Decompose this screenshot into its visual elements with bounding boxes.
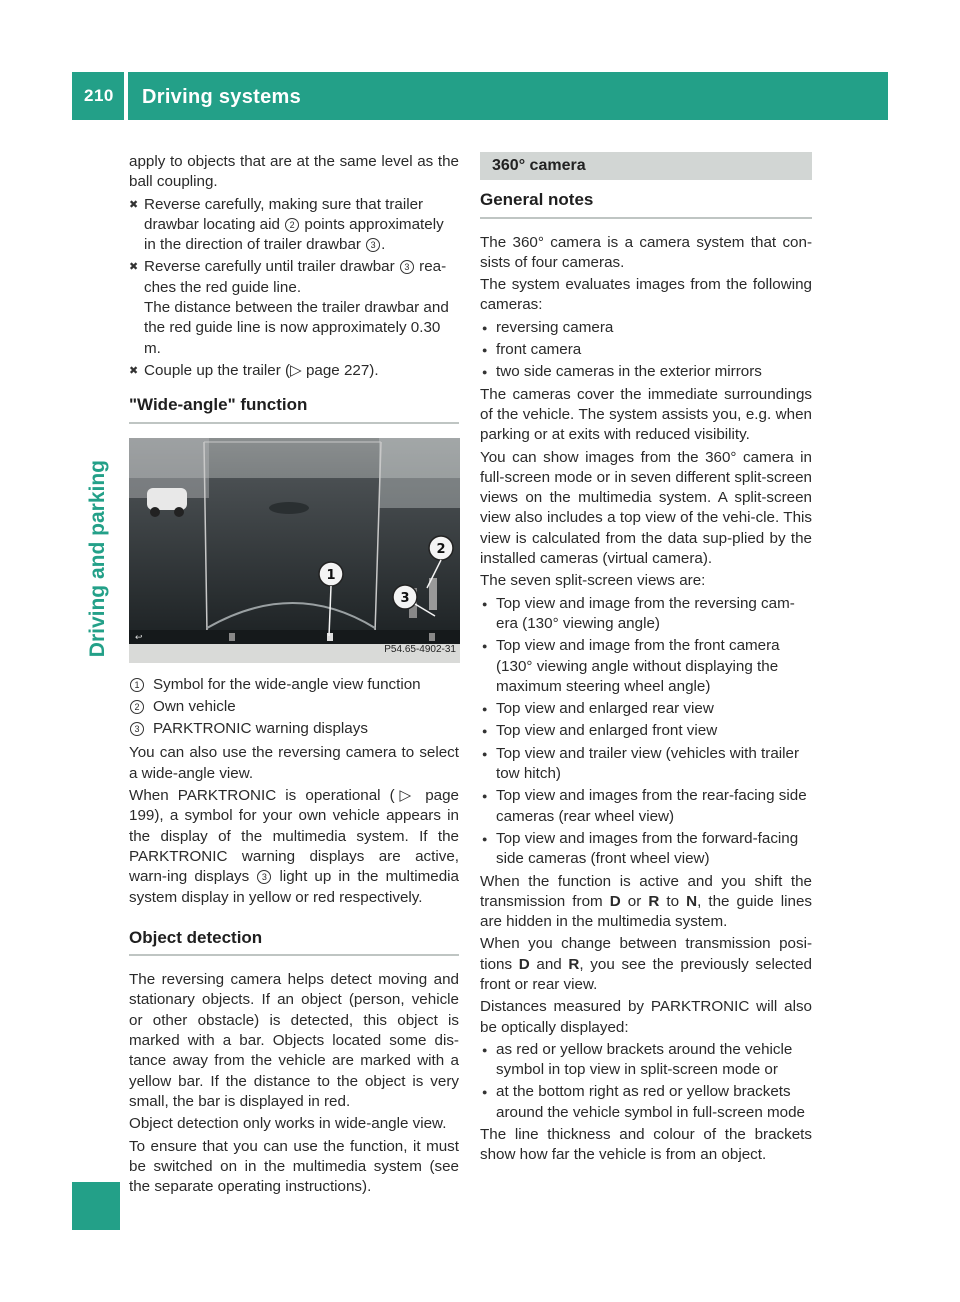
body-text: The system evaluates images from the following cameras: (480, 276, 812, 314)
side-tab-marker (72, 1182, 120, 1230)
step-text: rea-ches the red guide line. (144, 258, 447, 296)
list-item: ● Top view and trailer view (vehicles with trailer tow hitch) (480, 744, 812, 785)
body-text-part: When the function is active and you shift the transmission from (480, 872, 812, 910)
step-text: points approximately in the direction of trailer drawbar (144, 215, 444, 254)
legend-text: PARKTRONIC warning displays (153, 720, 368, 738)
body-text (129, 786, 459, 908)
legend-text: Symbol for the wide-angle view function (153, 675, 421, 693)
image-callout-1: 1 (326, 567, 336, 583)
step-text: . (381, 236, 386, 254)
list-item: ● Top view and images from the rear-facing side cameras (rear wheel view) (480, 786, 812, 827)
gear-r: R (568, 955, 580, 973)
header-divider (124, 72, 128, 120)
list-item: ● Top view and images from the forward-facing side cameras (front wheel view) (480, 829, 812, 870)
callout-3: 3 (366, 238, 380, 252)
page-title: Driving systems (142, 86, 302, 108)
callout-3: 3 (130, 722, 144, 736)
camera-view-illustration (129, 438, 460, 663)
body-text: The cameras cover the immediate surroundings of the vehicle. The system assists you, e.g. when parking or at exits with reduced visibility. (480, 385, 812, 444)
section-banner-360-camera: 360° camera (480, 152, 812, 180)
section-heading-wide-angle: "Wide-angle" function (129, 395, 459, 423)
list-item: ● reversing camera (480, 318, 812, 338)
list-item: ● Top view and enlarged front view (480, 721, 812, 741)
gear-r: R (648, 892, 660, 910)
callout-2: 2 (285, 218, 299, 232)
body-text: Object detection only works in wide-angle view. (129, 1115, 447, 1133)
step-item (129, 257, 459, 358)
step-item (129, 361, 459, 381)
image-callout-3: 3 (400, 590, 410, 606)
legend-item (129, 675, 459, 695)
list-item: ● two side cameras in the exterior mirrors (480, 362, 812, 382)
body-text-part: to (659, 892, 687, 910)
body-text (480, 934, 812, 995)
body-text-part: , the guide lines are hidden in the multimedia system. (480, 892, 813, 931)
body-text: The seven split-screen views are: (480, 572, 706, 590)
page-number: 210 (84, 86, 114, 105)
image-reference: P54.65-4902-31 (384, 644, 456, 656)
callout-3: 3 (257, 870, 271, 884)
body-text: The reversing camera helps detect moving and stationary objects. If an object (person, vehicle or other obstacle) is detected, this object is marked with a bar. Objects located some dis-tance away from the vehicle are marked with a yellow bar. If the distance to the object is very small, the bar is displayed in red. (129, 971, 459, 1110)
step-text: Couple up the trailer (▷ page 227). (144, 361, 379, 379)
body-text-part: or (620, 892, 649, 910)
section-heading-general-notes: General notes (480, 190, 812, 218)
body-text-part: and (529, 955, 569, 973)
left-column (129, 152, 459, 1199)
list-item: ● as red or yellow brackets around the vehicle symbol in top view in split-screen mode or (480, 1040, 812, 1081)
body-text-part: When PARKTRONIC is operational (▷ page 199), a symbol for your own vehicle appears in the display of the multimedia system. If the PARKTRONIC warning displays are active, warn-ing displays (129, 787, 459, 886)
gear-d: D (609, 892, 621, 910)
step-text: The distance between the trailer drawbar and the red guide line is now approximately 0.30 m. (144, 299, 449, 357)
svg-text:↩: ↩ (135, 632, 143, 643)
camera-image (129, 438, 460, 663)
body-text (480, 872, 812, 933)
legend-item (129, 719, 459, 739)
body-text-part: , you see the previously selected front or rear view. (480, 955, 812, 993)
list-item: ● front camera (480, 340, 812, 360)
callout-1: 1 (130, 678, 144, 692)
body-text-part: light up in the multimedia system display in yellow or red respectively. (129, 868, 460, 906)
step-text: Reverse carefully, making sure that trailer drawbar locating aid (144, 195, 424, 233)
body-text: To ensure that you can use the function, it must be switched on in the multimedia system (see the separate operating instructions). (129, 1137, 459, 1196)
list-item: ● Top view and image from the front camera (130° viewing angle without displaying the maximum steering wheel angle) (480, 636, 812, 697)
gear-n: N (686, 892, 698, 910)
body-text: Distances measured by PARKTRONIC will also be optically displayed: (480, 998, 812, 1036)
side-tab-label: Driving and parking (86, 460, 109, 658)
list-item: ● Top view and image from the reversing cam-era (130° viewing angle) (480, 594, 812, 635)
body-text: You can also use the reversing camera to select a wide-angle view. (129, 744, 459, 782)
step-item (129, 195, 459, 256)
body-text: The line thickness and colour of the brackets show how far the vehicle is from an object. (480, 1126, 812, 1164)
callout-3: 3 (400, 260, 414, 274)
list-item: ● at the bottom right as red or yellow brackets around the vehicle symbol in full-screen mode (480, 1082, 812, 1123)
image-callout-2: 2 (436, 541, 446, 557)
section-heading-object-detection: Object detection (129, 928, 459, 956)
body-text-part: When you change between transmission posi-tions (480, 935, 812, 973)
legend-item (129, 697, 459, 717)
list-item: ● Top view and enlarged rear view (480, 699, 812, 719)
right-column (480, 152, 812, 1168)
gear-d: D (518, 955, 530, 973)
callout-2: 2 (130, 700, 144, 714)
body-text: You can show images from the 360° camera in full-screen mode or in seven different split-screen views on the multimedia system. A split-screen view also includes a top view of the vehi-cle. This view is calculated from the data sup-plied by the installed cameras (virtual camera). (480, 448, 812, 568)
step-text: Reverse carefully until trailer drawbar (144, 258, 399, 276)
legend-text: Own vehicle (153, 697, 236, 715)
body-text: The 360° camera is a camera system that con-sists of four cameras. (480, 233, 812, 271)
intro-text: apply to objects that are at the same level as the ball coupling. (129, 153, 459, 191)
